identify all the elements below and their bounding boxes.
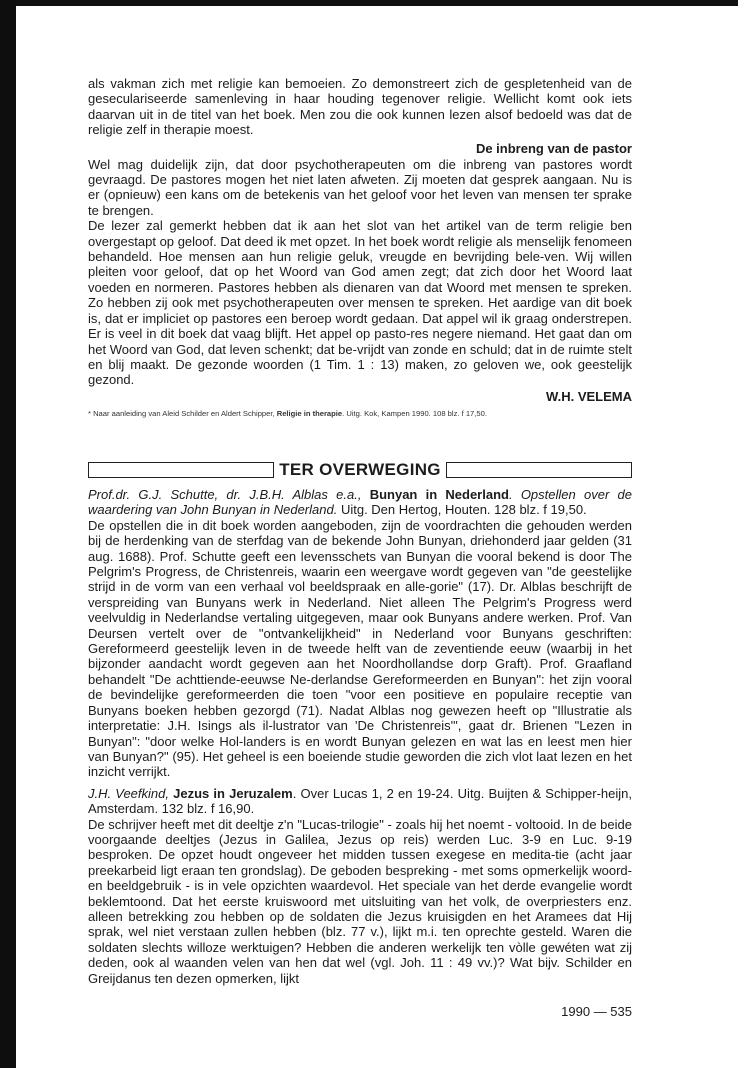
section-title: TER OVERWEGING bbox=[279, 460, 441, 479]
scan-top-edge bbox=[0, 0, 738, 6]
review-subtitle: . Over Lucas 1, 2 en 19-24. bbox=[292, 785, 454, 801]
review-header bbox=[88, 786, 632, 817]
footnote-suffix: . Uitg. Kok, Kampen 1990. 108 blz. f 17,50. bbox=[342, 408, 487, 418]
article-paragraph: als vakman zich met religie kan bemoeien. Zo demonstreert zich de gespletenheid van de geseculariseerde samenleving in haar houding tegenover religie. Wellicht komt ook iets daarvan uit in de titel van het boek. Men zou die ook kunnen lezen alsof bedoeld was dat de religie zelf in therapie moest. bbox=[88, 76, 632, 138]
review-subtitle: . Opstellen over de waardering van John Bunyan in Nederland. bbox=[88, 487, 632, 518]
review-body: De opstellen die in dit boek worden aangeboden, zijn de voordrachten die gehouden werden bij de herdenking van de sterfdag van de bekende John Bunyan, driehonderd jaar gelden (31 aug. 1688). Prof. Schutte geeft een levensschets van Bunyan die vooral bekend is door The Pelgrim's Progress, de Christenreis, waarin een weergave wordt gegeven van "de geestelijke strijd in de vorm van een verhaal vol beeldspraak en alle-gorie" (17). Dr. Alblas beschrijft de verspreiding van Bunyans werk in Nederland. Niet alleen The Pelgrim's Progress werd veelvuldig in Nederlandse vertaling uitgegeven, maar ook Bunyans andere werken. Prof. Van Deursen vertelt over de "ontvankelijkheid" in Nederland voor Bunyans geschriften: Gereformeerd geestelijk leven in de tweede helft van de zeventiende eeuw (waarbij in het bijzonder aandacht wordt gegeven aan het Noordhollandse dorp Graft). Prof. Graafland behandelt "De achttiende-eeuwse Ne-derlandse Gereformeerden en Bunyan": het zijn vooral de bevindelijke gereformeerden die toen "voor een positieve en populaire receptie van Bunyans boeken hebben gezorgd (71). Nadat Alblas nog gewezen heeft op "Illustratie als interpretatie: J.H. Isings als il-lustrator van 'De Christenreis'", gaat dr. Brienen "Lezen in Bunyan": "door welke Hol-landers is en wordt Bunyan gelezen en wat las en leest men hier van Bunyan?" (95). Het geheel is een boeiende studie geworden die zich vlot laat lezen en het inzicht verrijkt. bbox=[88, 517, 632, 780]
banner-left-box bbox=[88, 462, 274, 478]
review-authors: Prof.dr. G.J. Schutte, dr. J.B.H. Alblas e.a., bbox=[88, 487, 362, 502]
footnote-book-title: Religie in therapie bbox=[276, 408, 343, 418]
review-authors: J.H. Veefkind, bbox=[88, 785, 169, 801]
article-paragraph: Wel mag duidelijk zijn, dat door psychotherapeuten om die inbreng van pastores wordt gevraagd. De pastores mogen het niet laten afweten. Zij moeten dat gesprek aangaan. Nu is er (opnieuw) een kans om de betekenis van het geloof voor het leven van mensen ter sprake te brengen. bbox=[88, 156, 632, 218]
review-body: De schrijver heeft met dit deeltje z'n "Lucas-trilogie" - zoals hij het noemt - voltooid. In de beide voorgaande deeltjes (Jezus in Galilea, Jezus op reis) werden Luc. 3-9 en Luc. 9-19 besproken. De opzet houdt ongeveer het midden tussen exegese en medita-tie (acht jaar preekarbeid ligt eraan ten grondslag). De geboden bespreking - met soms opmerkelijk woord- en beeldgebruik - is in vele opzichten waardevol. Het speciale van het derde evangelie wordt beklemtoond. Dat het eerste kruiswoord met uitsluiting van het volk, de overpriesters enz. alleen betrekking zou hebben op de soldaten die Jezus kruisigden en het Aramees dat Hij sprak, wel niet verstaan zullen hebben (blz. 77 v.), lijkt m.i. ten oprechte gesteld. Waren die soldaten slechts willoze werktuigen? Hebben die anderen werkelijk ten vòlle gewéten wat zij deden, ook al waanden velen van hen dat wel (vgl. Joh. 11 : 49 vv.)? Wat bijv. Schilder en Greijdanus ten dezen opmerken, lijkt bbox=[88, 816, 632, 986]
scan-left-edge bbox=[0, 0, 16, 1068]
section-banner bbox=[88, 459, 632, 481]
review-publisher: Uitg. Den Hertog, Houten. 128 blz. f 19,50. bbox=[337, 502, 587, 518]
review-header bbox=[88, 487, 632, 518]
section-heading: De inbreng van de pastor bbox=[475, 140, 632, 156]
banner-right-box bbox=[446, 462, 632, 478]
review-title: Jezus in Jeruzalem bbox=[173, 785, 293, 801]
page-number: 1990 — 535 bbox=[561, 1004, 632, 1019]
review-item bbox=[88, 786, 632, 986]
review-title: Bunyan in Nederland bbox=[369, 487, 509, 502]
review-publisher: Uitg. Buijten & Schipper-heijn, Amsterdam. 132 blz. f 16,90. bbox=[88, 785, 632, 817]
article-continuation bbox=[88, 76, 632, 419]
footnote-prefix: * Naar aanleiding van Aleid Schilder en Aldert Schipper, bbox=[88, 408, 275, 418]
reviews-list bbox=[88, 487, 632, 986]
article-paragraph: De lezer zal gemerkt hebben dat ik aan het slot van het artikel van de term religie ben overgestapt op geloof. Dat deed ik met opzet. In het boek wordt religie als menselijk fenomeen behandeld. Hoe mensen aan hun religie geluk, vreugde en bevrijding bele-ven. Wij willen pleiten voor geloof, dat op het Woord van God amen zegt; dat zich door het Woord laat voeden en normeren. Pastores hebben als dienaren van dat Woord met mensen te spreken. Zo hebben zij ook met psychotherapeuten over mensen te spreken. Het aardige van dit boek is, dat er impliciet op pastores een beroep wordt gedaan. Dat appel wil ik graag onderstrepen. Er is veel in dit boek dat vaag blijft. Het appel op pasto-res negere niemand. Het gaat dan om het Woord van God, dat leven schenkt; dat be-vrijdt van zonde en schuld; dat in de ruimte stelt en blij maakt. De gezonde woorden (1 Tim. 1 : 13) maken, zo geloven we, ook geestelijk gezond. bbox=[88, 218, 632, 388]
review-item bbox=[88, 487, 632, 780]
author-signature: W.H. VELEMA bbox=[546, 388, 632, 404]
footnote bbox=[88, 409, 632, 419]
